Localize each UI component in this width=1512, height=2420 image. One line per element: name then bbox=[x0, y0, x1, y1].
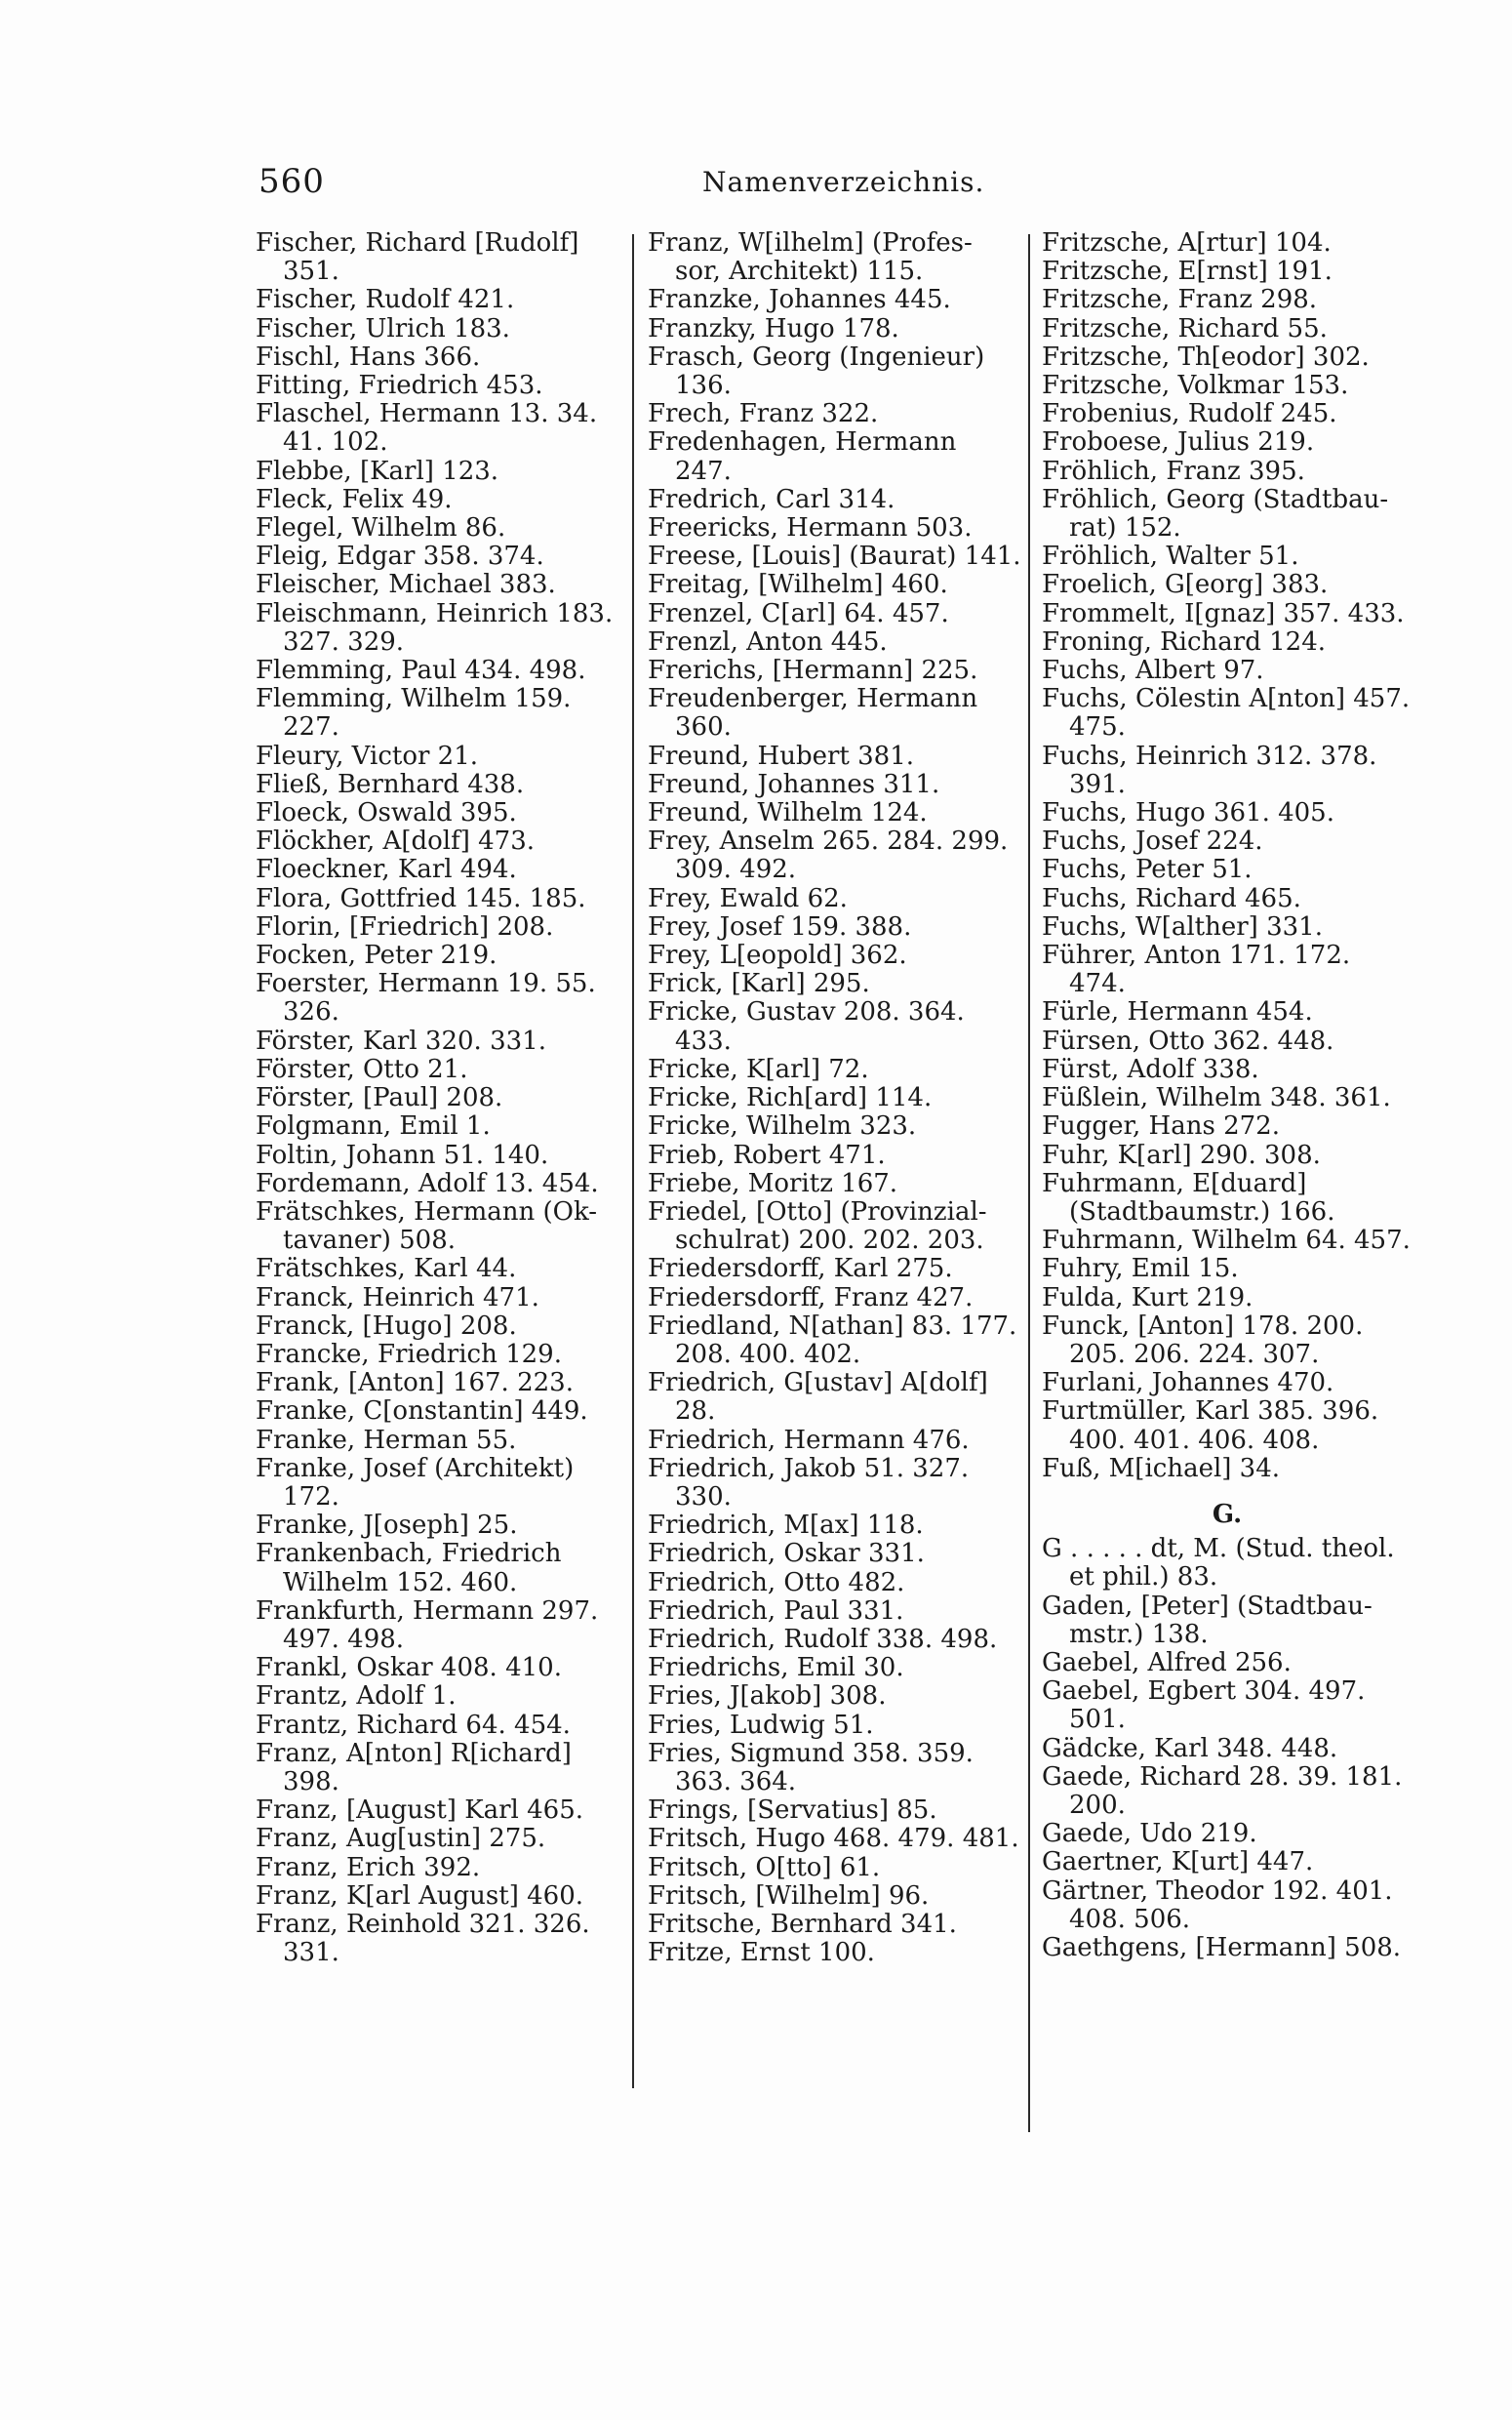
index-entry-continuation: 363. 364. bbox=[675, 1766, 797, 1796]
index-entry: Friebe, Moritz 167. bbox=[648, 1168, 898, 1198]
index-entry: Fröhlich, Georg (Stadtbau- bbox=[1042, 484, 1389, 514]
index-entry: Folgmann, Emil 1. bbox=[256, 1111, 491, 1142]
index-entry bbox=[1042, 1483, 1413, 1497]
column-divider bbox=[1028, 234, 1030, 2132]
index-entry-continuation: rat) 152. bbox=[1069, 513, 1181, 544]
index-entry: Frey, Josef 159. 388. bbox=[648, 911, 912, 942]
index-entry: Fuchs, Albert 97. bbox=[1042, 656, 1264, 686]
index-entry: Fritzsche, A[rtur] 104. bbox=[1042, 228, 1332, 258]
index-entry: Flemming, Paul 434. 498. bbox=[256, 656, 586, 686]
index-entry: Fuchs, Hugo 361. 405. bbox=[1042, 798, 1334, 828]
page-title: Namenverzeichnis. bbox=[702, 166, 985, 198]
index-entry: Frankenbach, Friedrich bbox=[256, 1539, 562, 1569]
index-entry: Fuchs, W[alther] 331. bbox=[1042, 911, 1323, 942]
index-entry: Fischer, Ulrich 183. bbox=[256, 313, 510, 343]
index-entry: Flaschel, Hermann 13. 34. bbox=[256, 399, 598, 429]
index-entry: Fugger, Hans 272. bbox=[1042, 1111, 1280, 1142]
index-entry: Gaede, Richard 28. 39. 181. bbox=[1042, 1761, 1403, 1792]
index-entry: Fritzsche, Th[eodor] 302. bbox=[1042, 342, 1370, 372]
index-entry: Friedrich, Hermann 476. bbox=[648, 1425, 970, 1455]
index-entry: Fries, Sigmund 358. 359. bbox=[648, 1738, 974, 1768]
index-entry: Friedrich, M[ax] 118. bbox=[648, 1511, 924, 1541]
index-entry: Gaebel, Alfred 256. bbox=[1042, 1647, 1292, 1677]
index-entry-continuation: 41. 102. bbox=[283, 427, 388, 458]
index-entry: Fritsch, [Wilhelm] 96. bbox=[648, 1880, 930, 1911]
index-entry: Furlani, Johannes 470. bbox=[1042, 1368, 1334, 1398]
index-entry: Franz, W[ilhelm] (Profes- bbox=[648, 228, 973, 258]
index-entry: Gaden, [Peter] (Stadtbau- bbox=[1042, 1591, 1373, 1621]
index-entry: Florin, [Friedrich] 208. bbox=[256, 911, 554, 942]
index-entry-continuation: 391. bbox=[1069, 769, 1126, 799]
index-entry: Fricke, K[arl] 72. bbox=[648, 1054, 869, 1084]
index-entry: Frey, Anselm 265. 284. 299. bbox=[648, 827, 1009, 857]
page-number: 560 bbox=[259, 162, 325, 201]
index-entry-continuation: 433. bbox=[675, 1026, 732, 1056]
index-entry-continuation: 351. bbox=[283, 257, 339, 287]
index-entry: Frätschkes, Karl 44. bbox=[256, 1254, 517, 1284]
index-entry: Franck, [Hugo] 208. bbox=[256, 1311, 517, 1341]
index-entry-continuation: 474. bbox=[1069, 969, 1126, 999]
index-entry: Fritzsche, E[rnst] 191. bbox=[1042, 257, 1333, 287]
index-entry: Fritze, Ernst 100. bbox=[648, 1938, 875, 1968]
index-entry: Fleury, Victor 21. bbox=[256, 741, 479, 771]
index-entry: Füßlein, Wilhelm 348. 361. bbox=[1042, 1083, 1391, 1113]
index-entry: Flemming, Wilhelm 159. bbox=[256, 684, 572, 714]
index-entry-continuation: 331. bbox=[283, 1938, 339, 1968]
index-entry: Gärtner, Theodor 192. 401. bbox=[1042, 1876, 1393, 1906]
index-entry: Freericks, Hermann 503. bbox=[648, 513, 973, 544]
index-entry: Friedrich, Jakob 51. 327. bbox=[648, 1453, 970, 1483]
index-entry-continuation: schulrat) 200. 202. 203. bbox=[675, 1226, 984, 1256]
index-entry-continuation: 28. bbox=[675, 1396, 716, 1427]
index-entry: Franke, Josef (Architekt) bbox=[256, 1453, 575, 1483]
index-entry: Floeck, Oswald 395. bbox=[256, 798, 517, 828]
index-entry-continuation: 208. 400. 402. bbox=[675, 1339, 861, 1369]
index-entry: Fricke, Gustav 208. 364. bbox=[648, 997, 965, 1028]
index-entry: Fuhr, K[arl] 290. 308. bbox=[1042, 1140, 1321, 1170]
index-column-1 bbox=[256, 229, 621, 1967]
index-entry: Fischer, Richard [Rudolf] bbox=[256, 228, 579, 258]
index-entry: Flegel, Wilhelm 86. bbox=[256, 513, 506, 544]
index-entry: Freund, Wilhelm 124. bbox=[648, 798, 928, 828]
index-entry: Gaede, Udo 219. bbox=[1042, 1819, 1257, 1849]
index-entry: Franzky, Hugo 178. bbox=[648, 313, 899, 343]
index-entry-continuation: Wilhelm 152. 460. bbox=[283, 1567, 518, 1597]
index-entry-continuation: 501. bbox=[1069, 1705, 1126, 1735]
index-entry: Fitting, Friedrich 453. bbox=[256, 371, 543, 401]
index-entry: Gaertner, K[urt] 447. bbox=[1042, 1847, 1314, 1877]
index-entry: Fuchs, Josef 224. bbox=[1042, 827, 1263, 857]
index-entry: Freudenberger, Hermann bbox=[648, 684, 978, 714]
index-entry: G . . . . . dt, M. (Stud. theol. bbox=[1042, 1534, 1395, 1564]
index-entry: Frank, [Anton] 167. 223. bbox=[256, 1368, 574, 1398]
index-entry: Friedland, N[athan] 83. 177. bbox=[648, 1311, 1017, 1341]
index-entry-continuation: 330. bbox=[675, 1481, 732, 1512]
index-entry: Fordemann, Adolf 13. 454. bbox=[256, 1168, 599, 1198]
index-entry-continuation: 172. bbox=[283, 1481, 339, 1512]
index-entry: Förster, [Paul] 208. bbox=[256, 1083, 503, 1113]
index-entry: Frantz, Adolf 1. bbox=[256, 1681, 457, 1712]
index-entry-continuation: tavaner) 508. bbox=[283, 1226, 456, 1256]
index-entry: Franck, Heinrich 471. bbox=[256, 1282, 539, 1312]
index-entry: Frankfurth, Hermann 297. bbox=[256, 1595, 599, 1626]
index-entry: Frantz, Richard 64. 454. bbox=[256, 1710, 571, 1740]
index-entry: Frenzel, C[arl] 64. 457. bbox=[648, 598, 949, 628]
index-entry: Fricke, Wilhelm 323. bbox=[648, 1111, 917, 1142]
index-entry: Focken, Peter 219. bbox=[256, 941, 497, 971]
index-entry-continuation: sor, Architekt) 115. bbox=[675, 257, 924, 287]
index-entry: Fischl, Hans 366. bbox=[256, 342, 481, 372]
index-entry: Fuhry, Emil 15. bbox=[1042, 1254, 1239, 1284]
index-entry: Fuchs, Cölestin A[nton] 457. bbox=[1042, 684, 1411, 714]
index-entry-continuation: 408. 506. bbox=[1069, 1904, 1191, 1934]
index-entry: Friedrich, Otto 482. bbox=[648, 1567, 905, 1597]
index-entry: Fleck, Felix 49. bbox=[256, 484, 453, 514]
index-entry: Frings, [Servatius] 85. bbox=[648, 1795, 937, 1826]
index-entry: Flöckher, A[dolf] 473. bbox=[256, 827, 536, 857]
index-entry: Frobenius, Rudolf 245. bbox=[1042, 399, 1337, 429]
index-entry: Fuchs, Heinrich 312. 378. bbox=[1042, 741, 1377, 771]
index-entry-continuation: 309. 492. bbox=[675, 855, 797, 885]
index-entry-continuation: 398. bbox=[283, 1766, 339, 1796]
index-entry: Freund, Hubert 381. bbox=[648, 741, 914, 771]
index-entry: Flebbe, [Karl] 123. bbox=[256, 456, 499, 486]
index-entry: Fritsche, Bernhard 341. bbox=[648, 1909, 957, 1939]
index-entry: Fritzsche, Franz 298. bbox=[1042, 285, 1318, 315]
index-entry: Frieb, Robert 471. bbox=[648, 1140, 886, 1170]
index-entry: Fröhlich, Walter 51. bbox=[1042, 542, 1299, 572]
index-entry: Floeckner, Karl 494. bbox=[256, 855, 517, 885]
index-entry: Frasch, Georg (Ingenieur) bbox=[648, 342, 985, 372]
index-entry: Frick, [Karl] 295. bbox=[648, 969, 870, 999]
index-entry: Freund, Johannes 311. bbox=[648, 769, 940, 799]
index-entry: Frankl, Oskar 408. 410. bbox=[256, 1653, 562, 1683]
index-entry: Frey, L[eopold] 362. bbox=[648, 941, 907, 971]
index-entry: Fürle, Hermann 454. bbox=[1042, 997, 1313, 1028]
index-entry: Furtmüller, Karl 385. 396. bbox=[1042, 1396, 1379, 1427]
index-entry: Franz, A[nton] R[ichard] bbox=[256, 1738, 572, 1768]
index-column-3 bbox=[1042, 229, 1413, 1962]
index-entry: Friedrich, Oskar 331. bbox=[648, 1539, 925, 1569]
index-entry: Fulda, Kurt 219. bbox=[1042, 1282, 1253, 1312]
index-entry: Fuß, M[ichael] 34. bbox=[1042, 1453, 1281, 1483]
index-entry: Fuchs, Peter 51. bbox=[1042, 855, 1253, 885]
index-column-2 bbox=[648, 228, 1021, 1968]
index-entry: Friedersdorff, Karl 275. bbox=[648, 1254, 953, 1284]
index-entry: Friedrichs, Emil 30. bbox=[648, 1653, 904, 1683]
index-entry-continuation: 400. 401. 406. 408. bbox=[1069, 1425, 1320, 1455]
index-entry: Fries, Ludwig 51. bbox=[648, 1710, 874, 1740]
index-entry: Frenzl, Anton 445. bbox=[648, 626, 888, 657]
index-entry: Fritzsche, Richard 55. bbox=[1042, 313, 1328, 343]
index-entry: Franke, J[oseph] 25. bbox=[256, 1511, 518, 1541]
index-entry: Frätschkes, Hermann (Ok- bbox=[256, 1196, 598, 1227]
index-entry: Friedrich, Paul 331. bbox=[648, 1595, 904, 1626]
index-entry: Frey, Ewald 62. bbox=[648, 883, 848, 913]
index-entry: Franz, Aug[ustin] 275. bbox=[256, 1824, 546, 1854]
index-entry: Fröhlich, Franz 395. bbox=[1042, 456, 1305, 486]
index-entry-continuation: 360. bbox=[675, 712, 732, 743]
column-divider bbox=[632, 234, 634, 2088]
index-entry: Freese, [Louis] (Baurat) 141. bbox=[648, 542, 1021, 572]
index-entry-continuation: 475. bbox=[1069, 712, 1126, 743]
index-entry: Froelich, G[eorg] 383. bbox=[1042, 570, 1329, 600]
index-entry: Francke, Friedrich 129. bbox=[256, 1339, 562, 1369]
index-entry: Froning, Richard 124. bbox=[1042, 626, 1327, 657]
index-entry-continuation: 227. bbox=[283, 712, 339, 743]
index-entry: Fleischmann, Heinrich 183. bbox=[256, 598, 614, 628]
index-entry: Fuhrmann, Wilhelm 64. 457. bbox=[1042, 1226, 1411, 1256]
index-entry: Fürsen, Otto 362. 448. bbox=[1042, 1026, 1334, 1056]
index-entry-continuation: 497. 498. bbox=[283, 1624, 405, 1654]
section-heading: G. bbox=[1212, 1499, 1243, 1529]
index-entry: Franz, K[arl August] 460. bbox=[256, 1880, 584, 1911]
index-entry: Fredrich, Carl 314. bbox=[648, 484, 895, 514]
index-entry: Franzke, Johannes 445. bbox=[648, 285, 951, 315]
index-entry: Fleischer, Michael 383. bbox=[256, 570, 556, 600]
index-entry: Frech, Franz 322. bbox=[648, 399, 879, 429]
index-entry: Fleig, Edgar 358. 374. bbox=[256, 542, 544, 572]
index-entry: Franke, C[onstantin] 449. bbox=[256, 1396, 588, 1427]
index-entry: Fürst, Adolf 338. bbox=[1042, 1054, 1259, 1084]
index-entry: Franke, Herman 55. bbox=[256, 1425, 517, 1455]
index-entry: Funck, [Anton] 178. 200. bbox=[1042, 1311, 1364, 1341]
index-entry: Fritsch, O[tto] 61. bbox=[648, 1852, 881, 1882]
index-entry: Fredenhagen, Hermann bbox=[648, 427, 957, 458]
index-entry: Gädcke, Karl 348. 448. bbox=[1042, 1733, 1338, 1763]
index-entry-continuation: mstr.) 138. bbox=[1069, 1619, 1209, 1649]
index-entry-continuation: 205. 206. 224. 307. bbox=[1069, 1339, 1320, 1369]
index-entry: Friedrich, Rudolf 338. 498. bbox=[648, 1624, 998, 1654]
index-entry: Freitag, [Wilhelm] 460. bbox=[648, 570, 948, 600]
index-entry: Fritsch, Hugo 468. 479. 481. bbox=[648, 1824, 1019, 1854]
index-entry: Frerichs, [Hermann] 225. bbox=[648, 656, 978, 686]
index-entry: Frommelt, I[gnaz] 357. 433. bbox=[1042, 598, 1405, 628]
index-entry-continuation: 200. bbox=[1069, 1790, 1126, 1820]
index-entry: Franz, Erich 392. bbox=[256, 1852, 481, 1882]
index-entry-continuation: 327. 329. bbox=[283, 626, 405, 657]
index-entry-continuation: 326. bbox=[283, 997, 339, 1028]
index-entry: Fritzsche, Volkmar 153. bbox=[1042, 371, 1349, 401]
index-entry: Foerster, Hermann 19. 55. bbox=[256, 969, 596, 999]
index-entry: Fuhrmann, E[duard] bbox=[1042, 1168, 1307, 1198]
index-entry: Fischer, Rudolf 421. bbox=[256, 285, 515, 315]
index-entry-continuation: 136. bbox=[675, 371, 732, 401]
index-entry: Führer, Anton 171. 172. bbox=[1042, 941, 1351, 971]
index-entry: Fricke, Rich[ard] 114. bbox=[648, 1083, 933, 1113]
index-entry: Förster, Karl 320. 331. bbox=[256, 1026, 546, 1056]
index-entry: Friedrich, G[ustav] A[dolf] bbox=[648, 1368, 988, 1398]
index-entry: Flora, Gottfried 145. 185. bbox=[256, 883, 586, 913]
index-entry: Franz, [August] Karl 465. bbox=[256, 1795, 584, 1826]
index-entry-continuation: et phil.) 83. bbox=[1069, 1562, 1218, 1593]
index-entry: Förster, Otto 21. bbox=[256, 1054, 468, 1084]
index-entry-continuation: 247. bbox=[675, 456, 732, 486]
index-entry: Fuchs, Richard 465. bbox=[1042, 883, 1301, 913]
index-entry-continuation: (Stadtbaumstr.) 166. bbox=[1069, 1196, 1335, 1227]
index-entry: Friedel, [Otto] (Provinzial- bbox=[648, 1196, 987, 1227]
index-entry: Foltin, Johann 51. 140. bbox=[256, 1140, 549, 1170]
index-entry: Franz, Reinhold 321. 326. bbox=[256, 1909, 590, 1939]
index-entry: Gaebel, Egbert 304. 497. bbox=[1042, 1676, 1366, 1707]
index-entry: Friedersdorff, Franz 427. bbox=[648, 1282, 974, 1312]
index-entry: Gaethgens, [Hermann] 508. bbox=[1042, 1932, 1402, 1962]
index-entry: Fries, J[akob] 308. bbox=[648, 1681, 887, 1712]
index-entry: Froboese, Julius 219. bbox=[1042, 427, 1315, 458]
index-entry: Fließ, Bernhard 438. bbox=[256, 769, 525, 799]
